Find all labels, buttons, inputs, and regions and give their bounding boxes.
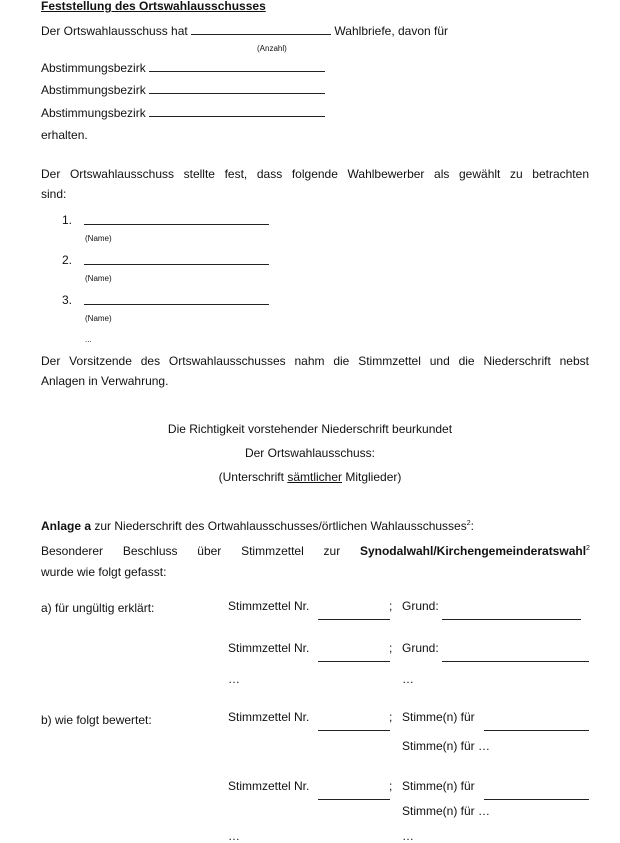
- votes-for-label: Stimme(n) für: [402, 710, 475, 724]
- elected-line-2: sind:: [41, 187, 67, 201]
- votes-for-more: Stimme(n) für …: [402, 804, 491, 818]
- ballot-label: Stimmzettel Nr.: [228, 599, 310, 613]
- count-field[interactable]: [191, 23, 331, 35]
- candidate-number: 1.: [62, 213, 73, 227]
- annex-label: Anlage a: [41, 519, 92, 533]
- district-row: [41, 60, 325, 75]
- rated-label: b) wie folgt bewertet:: [41, 713, 152, 727]
- candidate-hint: (Name): [85, 314, 112, 323]
- resolution-election: [360, 544, 590, 558]
- intro-before: Der Ortswahlausschuss hat: [41, 24, 188, 38]
- reason-field[interactable]: [442, 661, 589, 662]
- separator: ;: [389, 779, 393, 793]
- district-label: Abstimmungsbezirk: [41, 106, 146, 120]
- custody-line-1: Der Vorsitzende des Ortswahlausschusses nahm die Stimmzettel und die Niederschrift nebst: [41, 354, 589, 368]
- district-label: Abstimmungsbezirk: [41, 61, 146, 75]
- ballot-number-field[interactable]: [318, 661, 390, 662]
- candidate-number: 2.: [62, 253, 73, 267]
- votes-for-field[interactable]: [484, 799, 589, 800]
- certify-line-2: Der Ortswahlausschuss:: [244, 446, 376, 460]
- candidate-hint: (Name): [85, 234, 112, 243]
- votes-for-more: Stimme(n) für …: [402, 739, 491, 753]
- resolution-word: zur: [323, 544, 341, 558]
- more-ellipsis: …: [402, 829, 414, 843]
- votes-for-label: Stimme(n) für: [402, 779, 475, 793]
- resolution-word: über: [197, 544, 222, 558]
- sig-before: (Unterschrift: [218, 470, 284, 484]
- candidates-more: ...: [85, 335, 92, 344]
- candidate-hint: (Name): [85, 274, 112, 283]
- annex-footnote: 2: [466, 520, 471, 527]
- separator: ;: [389, 641, 393, 655]
- ballot-label: Stimmzettel Nr.: [228, 779, 310, 793]
- sig-underlined: sämtlicher: [287, 470, 342, 484]
- candidate-number: 3.: [62, 293, 73, 307]
- reason-field[interactable]: [442, 619, 581, 620]
- district-field[interactable]: [149, 82, 325, 94]
- resolution-word: Beschluss: [122, 544, 178, 558]
- ballot-label: Stimmzettel Nr.: [228, 641, 310, 655]
- elected-line-1: Der Ortswahlausschuss stellte fest, dass folgende Wahlbewerber als gewählt zu betrachten: [41, 167, 589, 181]
- separator: ;: [389, 599, 393, 613]
- count-hint: (Anzahl): [257, 44, 287, 53]
- reason-label: Grund:: [402, 599, 439, 613]
- ballot-number-field[interactable]: [318, 799, 390, 800]
- custody-line-2: Anlagen in Verwahrung.: [41, 374, 169, 388]
- separator: ;: [389, 710, 393, 724]
- received-text: erhalten.: [41, 128, 88, 142]
- resolution-footnote: 2: [586, 545, 590, 552]
- resolution-word: Stimmzettel: [241, 544, 304, 558]
- resolution-bold: Synodalwahl/Kirchengemeinderatswahl: [359, 544, 587, 558]
- district-field[interactable]: [149, 105, 325, 117]
- resolution-line-2: wurde wie folgt gefasst:: [41, 565, 167, 579]
- votes-for-field[interactable]: [484, 730, 589, 731]
- reason-label: Grund:: [402, 641, 439, 655]
- ballot-number-field[interactable]: [318, 730, 390, 731]
- resolution-line-1: [41, 544, 590, 558]
- more-ellipsis: …: [228, 672, 240, 686]
- invalid-label: a) für ungültig erklärt:: [41, 601, 155, 615]
- signature-note: [0, 470, 620, 484]
- candidate-name-field[interactable]: [84, 264, 269, 265]
- district-row: [41, 82, 325, 97]
- district-field[interactable]: [149, 60, 325, 72]
- ballot-number-field[interactable]: [318, 619, 390, 620]
- annex-end: :: [470, 519, 474, 533]
- ballot-label: Stimmzettel Nr.: [228, 710, 310, 724]
- page-title: Feststellung des Ortswahlausschusses: [41, 0, 266, 13]
- intro-after: Wahlbriefe, davon für: [334, 24, 449, 38]
- candidate-name-field[interactable]: [84, 224, 269, 225]
- annex-line: [41, 519, 474, 533]
- candidate-name-field[interactable]: [84, 304, 269, 305]
- sig-after: Mitglieder): [345, 470, 402, 484]
- district-label: Abstimmungsbezirk: [41, 83, 146, 97]
- intro-line: [41, 23, 448, 38]
- district-row: [41, 105, 325, 120]
- more-ellipsis: …: [228, 829, 240, 843]
- more-ellipsis: …: [402, 672, 414, 686]
- annex-text: zur Niederschrift des Ortwahlausschusses/örtlichen Wahlausschusses: [94, 519, 467, 533]
- resolution-word: Besonderer: [41, 544, 104, 558]
- certify-line-1: Die Richtigkeit vorstehender Niederschrift beurkundet: [167, 422, 453, 436]
